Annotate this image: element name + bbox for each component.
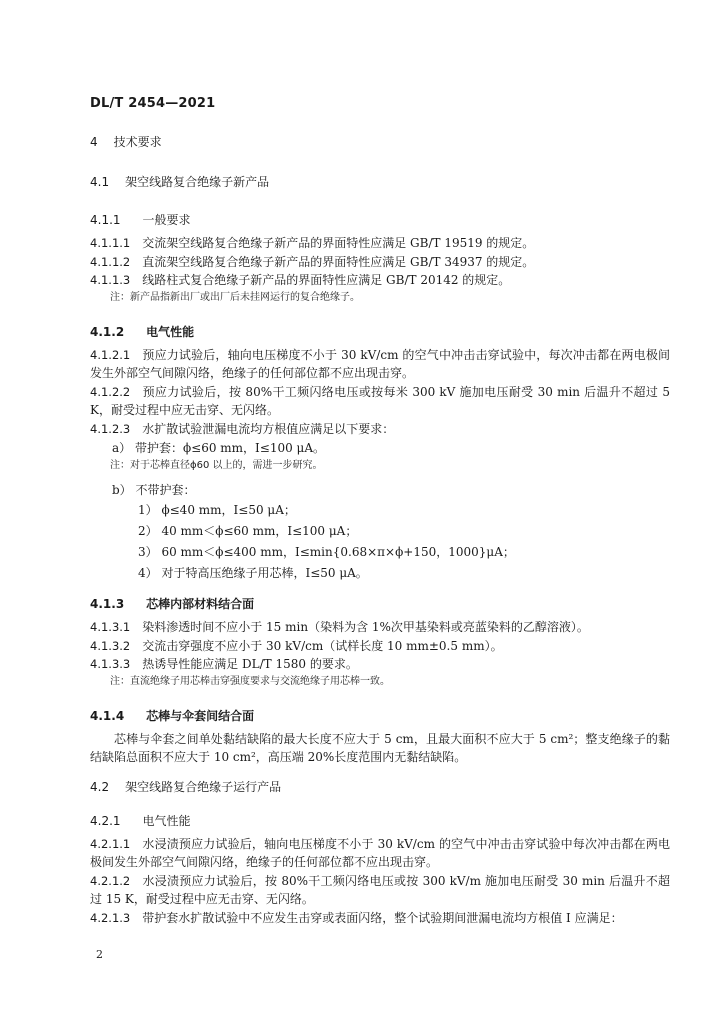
list-item-a: a） 带护套：ϕ≤60 mm，I≤100 μA。 — [112, 441, 326, 455]
clause-text: 直流架空线路复合绝缘子新产品的界面特性应满足 GB/T 34937 的规定。 — [142, 254, 535, 269]
section-number: 4.1 — [90, 175, 110, 189]
clause-4-1-1-1 — [90, 234, 670, 253]
list-item-b1: 1） ϕ≤40 mm，I≤50 μA； — [138, 503, 296, 517]
section-4-1-1-heading — [90, 212, 670, 228]
clause-number: 4.1.2.2 — [90, 384, 131, 399]
paragraph-4-1-4: 芯棒与伞套之间单处黏结缺陷的最大长度不应大于 5 cm，且最大面积不应大于 5 cm²；整支绝缘子的黏结缺陷总面积不应大于 10 cm²，高压端 20%长度范围内无黏结缺陷。 — [90, 731, 670, 764]
section-title: 一般要求 — [142, 213, 191, 227]
clause-4-1-3-3 — [90, 655, 670, 674]
note-dc-rod: 注：直流绝缘子用芯棒击穿强度要求与交流绝缘子用芯棒一致。 — [110, 675, 390, 687]
section-number: 4.2 — [90, 779, 110, 794]
section-number: 4.1.4 — [90, 708, 125, 723]
clause-4-2-1-2 — [90, 872, 670, 909]
clause-text: 线路柱式复合绝缘子新产品的界面特性应满足 GB/T 20142 的规定。 — [142, 273, 511, 287]
note-new-product: 注：新产品指新出厂或出厂后未挂网运行的复合绝缘子。 — [110, 291, 360, 303]
section-title: 电气性能 — [146, 324, 195, 339]
clause-number: 4.2.1.3 — [90, 910, 131, 925]
section-4-1-3-heading — [90, 596, 670, 612]
clause-text: 交流架空线路复合绝缘子新产品的界面特性应满足 GB/T 19519 的规定。 — [142, 236, 535, 250]
section-4-1-heading — [90, 174, 670, 190]
clause-text: 交流击穿强度不应小于 30 kV/cm（试样长度 10 mm±0.5 mm）。 — [142, 638, 503, 653]
list-item-b4: 4） 对于特高压绝缘子用芯棒，I≤50 μA。 — [138, 566, 368, 580]
page-number: 2 — [96, 948, 103, 961]
clause-number: 4.2.1.2 — [90, 873, 131, 888]
section-number: 4.1.3 — [90, 597, 125, 611]
section-number: 4.2.1 — [90, 813, 121, 828]
note-diameter: 注：对于芯棒直径ϕ60 以上的，需进一步研究。 — [110, 460, 323, 471]
list-item-b3: 3） 60 mm＜ϕ≤400 mm，I≤min{0.68×π×ϕ+150，1000}μA； — [138, 545, 515, 559]
clause-4-1-3-2 — [90, 637, 670, 656]
section-title: 架空线路复合绝缘子新产品 — [125, 175, 270, 189]
section-4-heading — [90, 134, 670, 150]
section-number: 4.1.2 — [90, 324, 125, 339]
clause-4-1-2-3 — [90, 420, 670, 439]
clause-number: 4.1.2.3 — [90, 421, 131, 436]
section-number: 4 — [90, 135, 98, 149]
clause-text: 热诱导性能应满足 DL/T 1580 的要求。 — [142, 657, 358, 671]
section-4-1-4-heading — [90, 708, 670, 724]
clause-4-1-2-1 — [90, 346, 670, 383]
section-title: 架空线路复合绝缘子运行产品 — [125, 779, 282, 794]
clause-number: 4.1.2.1 — [90, 347, 131, 362]
list-item-b2: 2） 40 mm＜ϕ≤60 mm，I≤100 μA； — [138, 524, 358, 538]
clause-text: 水浸渍预应力试验后，按 80%干工频闪络电压或按 300 kV/m 施加电压耐受 30 min 后温升不超过 15 K，耐受过程中应无击穿、无闪络。 — [90, 873, 670, 906]
clause-number: 4.1.3.1 — [90, 620, 131, 634]
section-title: 芯棒与伞套间结合面 — [146, 708, 255, 723]
clause-number: 4.2.1.1 — [90, 836, 131, 851]
clause-4-1-1-2 — [90, 253, 670, 272]
clause-number: 4.1.1.1 — [90, 236, 131, 250]
section-4-2-1-heading — [90, 813, 670, 829]
clause-text: 水浸渍预应力试验后，轴向电压梯度不小于 30 kV/cm 的空气中冲击击穿试验中每次冲击都在两电极间发生外部空气间隙闪络，绝缘子的任何部位都不应出现击穿。 — [90, 836, 670, 869]
clause-4-1-3-1 — [90, 618, 670, 637]
section-title: 电气性能 — [142, 813, 191, 828]
section-4-1-2-heading — [90, 324, 670, 340]
clause-text: 染料渗透时间不应小于 15 min（染料为含 1%次甲基染料或亮蓝染料的乙醇溶液）。 — [142, 620, 589, 634]
clause-number: 4.1.1.2 — [90, 254, 131, 269]
clause-number: 4.1.3.3 — [90, 657, 131, 671]
document-code: DL/T 2454—2021 — [90, 96, 216, 111]
clause-4-1-2-2 — [90, 383, 670, 420]
clause-text: 带护套水扩散试验中不应发生击穿或表面闪络，整个试验期间泄漏电流均方根值 I 应满足： — [142, 910, 623, 925]
list-item-b: b） 不带护套： — [112, 483, 196, 497]
clause-4-2-1-1 — [90, 835, 670, 872]
clause-number: 4.1.3.2 — [90, 638, 131, 653]
clause-4-2-1-3 — [90, 909, 670, 928]
clause-text: 水扩散试验泄漏电流均方根值应满足以下要求： — [142, 421, 395, 436]
section-title: 芯棒内部材料结合面 — [146, 597, 255, 611]
section-title: 技术要求 — [113, 135, 162, 149]
clause-text: 预应力试验后，按 80%干工频闪络电压或按每米 300 kV 施加电压耐受 30 min 后温升不超过 5 K，耐受过程中应无击穿、无闪络。 — [90, 384, 670, 417]
section-4-2-heading — [90, 779, 670, 795]
clause-4-1-1-3 — [90, 271, 670, 290]
clause-number: 4.1.1.3 — [90, 273, 131, 287]
section-number: 4.1.1 — [90, 213, 121, 227]
clause-text: 预应力试验后，轴向电压梯度不小于 30 kV/cm 的空气中冲击击穿试验中，每次冲击都在两电极间发生外部空气间隙闪络，绝缘子的任何部位都不应出现击穿。 — [90, 347, 670, 380]
page-body — [90, 134, 670, 927]
